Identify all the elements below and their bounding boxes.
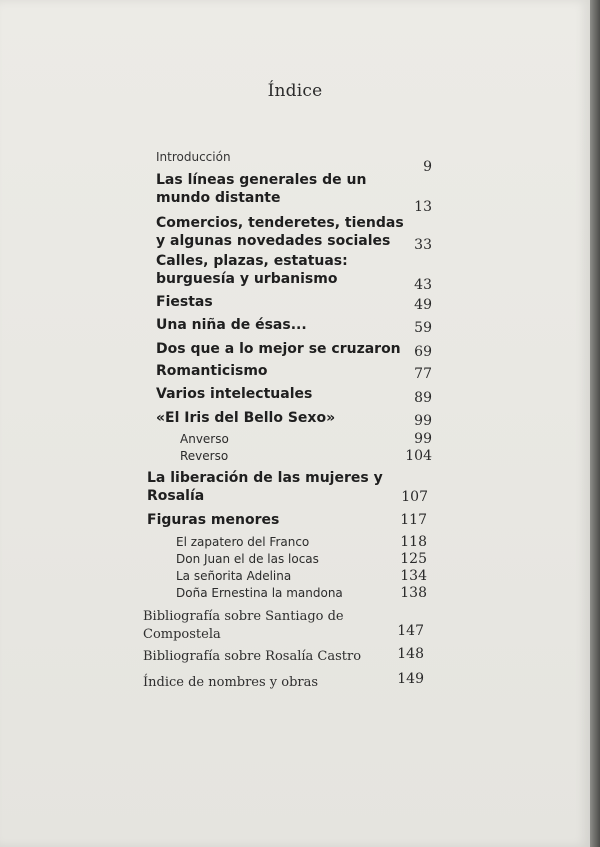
toc-entry-figuras-menores [147, 512, 427, 532]
toc-entry-fiestas [156, 294, 432, 314]
toc-entry-label: La señorita Adelina [176, 569, 292, 583]
toc-entry-comercios [156, 215, 432, 257]
toc-entry-label: Fiestas [156, 294, 213, 310]
toc-entry-page: 89 [414, 390, 432, 406]
toc-entry-label: Figuras menores [147, 512, 280, 528]
toc-entry-page: 69 [414, 344, 432, 360]
book-edge [590, 0, 600, 847]
toc-entry-label: Dos que a lo mejor se cruzaron [156, 341, 401, 357]
toc-entry-page: 9 [423, 159, 432, 175]
toc-entry-calles [156, 253, 432, 295]
toc-entry-label: Romanticismo [156, 363, 268, 379]
toc-entry-label-line-2: mundo distante [156, 190, 281, 206]
toc-entry-page: 117 [400, 512, 427, 528]
toc-entry-page: 147 [397, 623, 424, 639]
toc-entry-label: Doña Ernestina la mandona [176, 586, 343, 600]
toc-entry-una-nina [156, 317, 432, 337]
toc-entry-label-line-1: La liberación de las mujeres y [147, 470, 383, 486]
toc-entry-label-line-2: burguesía y urbanismo [156, 271, 338, 287]
toc-entry-page: 148 [397, 646, 424, 662]
toc-entry-label-line-1: Bibliografía sobre Santiago de [143, 609, 344, 624]
toc-entry-label-line-1: Las líneas generales de un [156, 172, 367, 188]
toc-entry-bibliografia-rosalia [143, 648, 424, 668]
toc-subentry-reverso [180, 448, 432, 466]
toc-entry-page: 149 [397, 671, 424, 687]
toc-entry-page: 49 [414, 297, 432, 313]
toc-entry-liberacion [147, 470, 428, 512]
toc-entry-label: Anverso [180, 432, 229, 446]
toc-entry-page: 107 [401, 489, 428, 505]
toc-entry-page: 134 [400, 568, 427, 584]
toc-subentry-zapatero [176, 534, 427, 552]
toc-subentry-adelina [176, 568, 427, 586]
toc-entry-page: 13 [414, 199, 432, 215]
toc-entry-page: 43 [414, 277, 432, 293]
toc-subentry-ernestina [176, 585, 427, 603]
toc-entry-label-line-1: Calles, plazas, estatuas: [156, 253, 348, 269]
toc-entry-label: Bibliografía sobre Rosalía Castro [143, 649, 362, 664]
toc-entry-label: Introducción [156, 150, 231, 164]
toc-entry-label: Don Juan el de las locas [176, 552, 319, 566]
toc-entry-label: «El Iris del Bello Sexo» [156, 410, 336, 426]
toc-entry-label: Reverso [180, 449, 229, 463]
toc-entry-page: 77 [414, 366, 432, 382]
page-title: Índice [267, 81, 323, 101]
toc-entry-varios-intelectuales [156, 386, 432, 406]
toc-entry-label-line-1: Comercios, tenderetes, tiendas [156, 215, 404, 231]
toc-entry-page: 59 [414, 320, 432, 336]
toc-entry-page: 104 [405, 448, 432, 464]
toc-entry-page: 125 [400, 551, 427, 567]
toc-entry-label-line-2: Compostela [143, 627, 221, 642]
toc-entry-label-line-2: Rosalía [147, 488, 205, 504]
toc-entry-dos-que [156, 341, 432, 361]
toc-entry-lineas-generales [156, 172, 432, 214]
toc-entry-iris [156, 410, 432, 430]
toc-entry-page: 118 [400, 534, 427, 550]
toc-entry-indice-nombres [143, 671, 424, 694]
toc-entry-label: Varios intelectuales [156, 386, 313, 402]
toc-subentry-don-juan [176, 551, 427, 569]
toc-entry-bibliografia-santiago [143, 608, 424, 644]
toc-entry-page: 99 [414, 431, 432, 447]
toc-entry-label: Índice de nombres y obras [143, 675, 319, 690]
toc-entry-label: El zapatero del Franco [176, 535, 310, 549]
toc-subentry-anverso [180, 431, 432, 449]
toc-entry-page: 99 [414, 413, 432, 429]
toc-entry-page: 138 [400, 585, 427, 601]
toc-entry-romanticismo [156, 363, 432, 383]
toc-entry-label-line-2: y algunas novedades sociales [156, 233, 391, 249]
toc-entry-page: 33 [414, 237, 432, 253]
toc-entry-label: Una niña de ésas... [156, 317, 307, 333]
